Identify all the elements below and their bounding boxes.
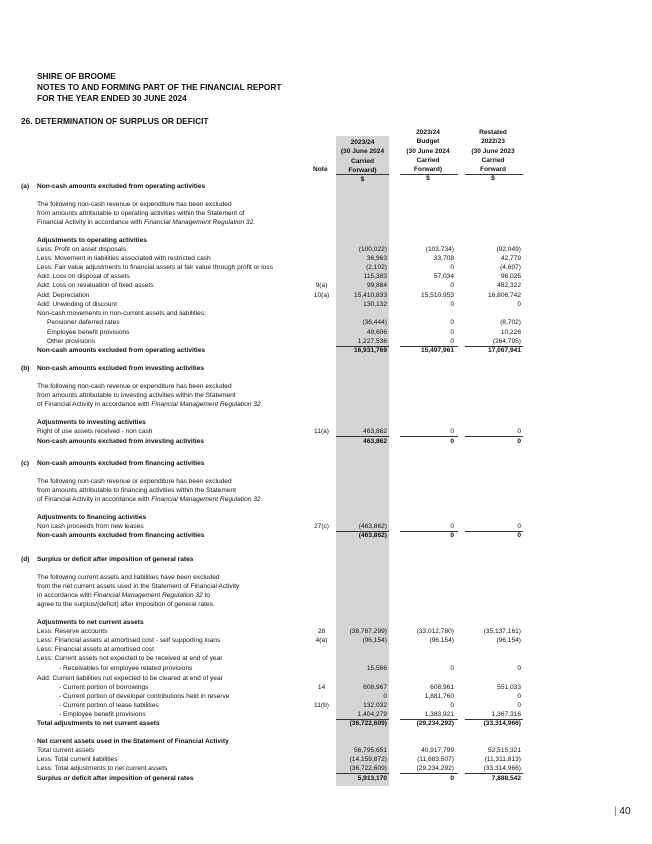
value-actual: (36,722,609) bbox=[349, 765, 387, 772]
row-label bbox=[37, 272, 130, 281]
value-budget: 0 bbox=[450, 282, 454, 289]
value-actual: 0 bbox=[383, 693, 387, 700]
value-restated: 10,226 bbox=[500, 329, 521, 336]
value-budget: 0 bbox=[450, 338, 454, 345]
report-period: FOR THE YEAR ENDED 30 JUNE 2024 bbox=[37, 93, 187, 103]
row-label-text: - Employee benefit provisions bbox=[59, 711, 146, 718]
row-label-text: Non-cash amounts excluded from operating activities bbox=[37, 347, 206, 354]
row-label-text: Surplus or deficit after imposition of general rates bbox=[37, 556, 194, 563]
row-label bbox=[37, 755, 118, 764]
page-number: | 40 bbox=[614, 806, 631, 817]
section-letter: (d) bbox=[21, 556, 30, 563]
col3-h0: Restated bbox=[479, 129, 507, 136]
section-letter: (c) bbox=[21, 460, 30, 467]
column-header-actual bbox=[336, 138, 389, 184]
row-label bbox=[37, 281, 154, 290]
table-row bbox=[0, 427, 652, 436]
row-label bbox=[37, 582, 239, 591]
row-label bbox=[37, 531, 204, 540]
report-title: NOTES TO AND FORMING PART OF THE FINANCIAL REPORT bbox=[37, 82, 282, 92]
value-actual: 99,884 bbox=[366, 282, 387, 289]
row-label bbox=[37, 209, 244, 218]
value-restated: 17,067,941 bbox=[487, 347, 521, 354]
value-restated: (96,154) bbox=[496, 637, 521, 644]
table-row bbox=[0, 674, 652, 683]
row-label bbox=[37, 737, 229, 746]
table-row bbox=[0, 531, 652, 540]
col2-h0: 2023/24 bbox=[416, 129, 440, 136]
row-label-text: from the net current assets used in the Statement of Financial Activity bbox=[37, 583, 240, 590]
row-label bbox=[37, 674, 223, 683]
row-label bbox=[37, 218, 255, 227]
value-actual: (96,154) bbox=[362, 637, 387, 644]
value-restated: (11,311,813) bbox=[484, 756, 521, 763]
value-restated: 1,367,316 bbox=[491, 711, 521, 718]
table-row bbox=[0, 437, 652, 446]
row-label bbox=[37, 654, 222, 663]
table-row bbox=[0, 774, 652, 783]
col3-h4: Forward bbox=[479, 166, 506, 174]
row-label bbox=[59, 701, 159, 710]
regulation-reference: Financial Management Regulation 32 bbox=[93, 592, 203, 599]
row-label bbox=[37, 486, 236, 495]
row-label bbox=[59, 692, 229, 701]
row-label-text: Financial Activity in accordance with bbox=[37, 219, 145, 226]
row-label-text: - Current portion of lease liabilities bbox=[59, 702, 159, 709]
value-actual: 132,032 bbox=[363, 702, 387, 709]
row-label bbox=[37, 309, 206, 318]
row-label-text: agree to the surplus/(deficit) after imposition of general rates. bbox=[37, 601, 215, 608]
value-restated: 52,515,321 bbox=[487, 747, 521, 754]
row-label bbox=[37, 591, 210, 600]
row-label bbox=[37, 477, 232, 486]
value-budget: 1,383,921 bbox=[424, 711, 454, 718]
row-label-text: Less: Current assets not expected to be received at end of year bbox=[37, 655, 223, 662]
table-row bbox=[0, 182, 652, 191]
value-actual: 130,132 bbox=[363, 301, 387, 308]
row-label-text: from amounts attributable to operating activities within the Statement of bbox=[37, 210, 245, 217]
note-ref: 4(a) bbox=[315, 637, 328, 644]
note-ref: 14 bbox=[317, 684, 326, 691]
col2-h3: Carried bbox=[416, 156, 440, 164]
row-label-text: Non cash proceeds from new leases bbox=[37, 523, 144, 530]
value-restated: 0 bbox=[517, 665, 521, 672]
row-label-text: Non-cash amounts excluded from operating activities bbox=[37, 183, 206, 190]
row-label bbox=[37, 200, 232, 209]
value-budget: 0 bbox=[450, 319, 454, 326]
row-label bbox=[37, 346, 205, 355]
row-label-text: Add: Loss on disposal of assets bbox=[37, 273, 130, 280]
row-label-text: Non-cash amounts excluded from financing activities bbox=[37, 532, 205, 539]
note-ref: 27(c) bbox=[313, 523, 330, 530]
value-actual: 5,913,170 bbox=[357, 775, 387, 782]
table-row bbox=[0, 573, 652, 582]
row-label bbox=[59, 710, 146, 719]
row-label bbox=[37, 291, 89, 300]
value-restated: 0 bbox=[517, 702, 521, 709]
section-letter: (b) bbox=[21, 365, 30, 372]
value-restated: (35,137,161) bbox=[483, 628, 521, 635]
row-label-text: Less: Total current liabilities bbox=[37, 756, 118, 763]
table-row bbox=[0, 391, 652, 400]
row-label-text: - Current portion of developer contributions held in reserve bbox=[59, 693, 230, 700]
row-label bbox=[37, 391, 236, 400]
row-label-text: Employee benefit provisions bbox=[47, 329, 130, 336]
value-budget: 0 bbox=[450, 301, 454, 308]
value-actual: (100,022) bbox=[358, 246, 387, 253]
row-label bbox=[59, 664, 192, 673]
col1-h1: (30 June 2024 bbox=[340, 148, 385, 156]
value-budget: 15,497,961 bbox=[420, 347, 454, 354]
value-restated: 551,033 bbox=[497, 684, 521, 691]
value-actual: 1,227,536 bbox=[357, 338, 387, 345]
table-row bbox=[0, 591, 652, 600]
value-budget: 33,708 bbox=[433, 255, 454, 262]
row-label bbox=[37, 300, 117, 309]
value-restated: 0 bbox=[517, 693, 521, 700]
row-label-text: Non-cash amounts excluded from financing activities bbox=[37, 460, 205, 467]
row-label-text: - Current portion of borrowings bbox=[59, 684, 149, 691]
row-label-text: Right of use assets received - non cash bbox=[37, 428, 153, 435]
row-label bbox=[37, 513, 146, 522]
value-restated: 0 bbox=[517, 523, 521, 530]
row-label bbox=[37, 382, 232, 391]
table-row bbox=[0, 200, 652, 209]
regulation-reference: Financial Management Regulation 32. bbox=[144, 219, 256, 226]
table-row bbox=[0, 291, 652, 300]
col3-h2: (30 June 2023 bbox=[471, 147, 515, 155]
value-actual: (463,862) bbox=[358, 523, 387, 530]
row-label-text: Less: Total adjustments to net current assets bbox=[37, 765, 168, 772]
value-budget: (96,154) bbox=[429, 637, 454, 644]
value-restated: 16,806,742 bbox=[487, 292, 521, 299]
table-row bbox=[0, 245, 652, 254]
table-row bbox=[0, 382, 652, 391]
row-label-text: Adjustments to investing activities bbox=[37, 419, 146, 426]
row-label-text: Adjustments to net current assets bbox=[37, 619, 144, 626]
row-label-text: Add: Loss on revaluation of fixed assets bbox=[37, 282, 154, 289]
value-actual: 463,862 bbox=[363, 438, 387, 445]
value-budget: 0 bbox=[450, 775, 454, 782]
row-label-text: of Financial Activity in accordance with bbox=[37, 496, 152, 503]
value-actual: 16,931,769 bbox=[353, 347, 387, 354]
row-label bbox=[37, 774, 193, 783]
table-row bbox=[0, 300, 652, 309]
value-restated: 0 bbox=[517, 428, 521, 435]
value-restated: 0 bbox=[517, 301, 521, 308]
col2-h1: Budget bbox=[416, 138, 440, 146]
table-row bbox=[0, 328, 652, 337]
row-label-text: Total adjustments to net current assets bbox=[37, 720, 160, 727]
table-row bbox=[0, 636, 652, 645]
value-restated: (8,702) bbox=[500, 319, 521, 326]
value-restated: 42,779 bbox=[500, 255, 521, 262]
col1-h0: 2023/24 bbox=[350, 139, 375, 146]
value-budget: 0 bbox=[450, 523, 454, 530]
row-label-text: Less: Profit on asset disposals bbox=[37, 246, 127, 253]
value-actual: 1,404,279 bbox=[357, 711, 387, 718]
row-label bbox=[37, 627, 107, 636]
value-actual: (2,102) bbox=[366, 264, 387, 271]
header-rule-3 bbox=[465, 174, 523, 175]
table-row bbox=[0, 346, 652, 355]
table-row bbox=[0, 254, 652, 263]
value-budget: 0 bbox=[450, 665, 454, 672]
note-ref: 9(a) bbox=[315, 282, 328, 289]
note-title: 26. DETERMINATION OF SURPLUS OR DEFICIT bbox=[21, 116, 209, 126]
table-row bbox=[0, 209, 652, 218]
row-label-text: Surplus or deficit after imposition of general rates bbox=[37, 775, 194, 782]
note-ref: 11(a) bbox=[314, 428, 329, 435]
row-label-text: Less: Reserve accounts bbox=[37, 628, 108, 635]
table-row bbox=[0, 364, 652, 373]
table-row bbox=[0, 309, 652, 318]
row-label-text: from amounts attributable to investing activities within the Statement bbox=[37, 392, 236, 399]
row-label-text: Less: Fair value adjustments to financial assets at fair value through profit or loss bbox=[37, 264, 274, 271]
value-budget: 0 bbox=[450, 438, 454, 445]
value-restated: 0 bbox=[517, 532, 521, 539]
shire-name: SHIRE OF BROOME bbox=[37, 71, 116, 81]
value-budget: (29,234,292) bbox=[416, 765, 454, 772]
row-label-text: Adjustments to financing activities bbox=[37, 514, 147, 521]
table-row bbox=[0, 495, 652, 504]
row-label bbox=[37, 746, 94, 755]
value-actual: 608,967 bbox=[363, 684, 387, 691]
table-row bbox=[0, 719, 652, 728]
value-actual: 15,410,833 bbox=[353, 292, 387, 299]
row-label-text: Net current assets used in the Statement of Financial Activity bbox=[37, 738, 229, 745]
row-label-text: Add: Unwinding of discount bbox=[37, 301, 117, 308]
row-label-text: Add: Depreciation bbox=[37, 292, 90, 299]
value-budget: 608,961 bbox=[430, 684, 454, 691]
value-restated: 96,025 bbox=[500, 273, 521, 280]
col2-h5: $ bbox=[426, 175, 430, 183]
value-budget: 40,917,799 bbox=[420, 747, 454, 754]
value-budget: 0 bbox=[450, 532, 454, 539]
table-row bbox=[0, 477, 652, 486]
row-label-text: The following non-cash revenue or expenditure has been excluded bbox=[37, 478, 232, 485]
note-ref: 10(a) bbox=[313, 292, 330, 299]
table-row bbox=[0, 272, 652, 281]
row-label-text: Adjustments to operating activities bbox=[37, 237, 147, 244]
row-label bbox=[37, 400, 262, 409]
table-row bbox=[0, 263, 652, 272]
table-row bbox=[0, 627, 652, 636]
column-header-budget bbox=[397, 128, 459, 184]
table-row bbox=[0, 645, 652, 654]
value-budget: 15,510,953 bbox=[420, 292, 454, 299]
col3-h3: Carried bbox=[481, 156, 505, 164]
table-row bbox=[0, 555, 652, 564]
value-actual: 36,963 bbox=[366, 255, 387, 262]
row-label bbox=[37, 254, 211, 263]
value-restated: (4,607) bbox=[500, 264, 521, 271]
value-restated: (33,314,966) bbox=[483, 765, 521, 772]
row-label-text: Other provisions bbox=[47, 338, 96, 345]
col2-h2: (30 June 2024 bbox=[406, 147, 450, 155]
regulation-reference: Financial Management Regulation 32. bbox=[151, 496, 263, 503]
row-label bbox=[21, 555, 193, 564]
row-label bbox=[47, 318, 120, 327]
row-label bbox=[37, 245, 126, 254]
value-restated: (92,049) bbox=[496, 246, 521, 253]
row-label bbox=[37, 764, 167, 773]
table-row bbox=[0, 737, 652, 746]
table-row bbox=[0, 400, 652, 409]
value-budget: (33,012,780) bbox=[416, 628, 454, 635]
row-label bbox=[37, 573, 220, 582]
table-row bbox=[0, 486, 652, 495]
table-row bbox=[0, 755, 652, 764]
row-label bbox=[47, 328, 129, 337]
value-actual: 115,383 bbox=[363, 273, 387, 280]
table-row bbox=[0, 459, 652, 468]
table-row bbox=[0, 683, 652, 692]
table-row bbox=[0, 600, 652, 609]
note-ref: 28 bbox=[317, 628, 326, 635]
row-label bbox=[37, 427, 152, 436]
row-label-text: from amounts attributable to financing activities within the Statement bbox=[37, 487, 237, 494]
value-budget: 0 bbox=[450, 702, 454, 709]
col1-h2: Carried bbox=[350, 157, 375, 165]
table-row bbox=[0, 418, 652, 427]
table-row bbox=[0, 318, 652, 327]
value-actual: 49,606 bbox=[366, 329, 387, 336]
value-restated: 482,322 bbox=[497, 282, 521, 289]
table-row bbox=[0, 664, 652, 673]
row-label bbox=[37, 263, 273, 272]
row-label bbox=[37, 600, 215, 609]
row-label bbox=[37, 618, 144, 627]
page-number-value: 40 bbox=[619, 806, 631, 817]
table-row bbox=[0, 513, 652, 522]
row-label bbox=[37, 495, 262, 504]
row-label-text: Add: Current liabilities not expected to be cleared at end of year bbox=[37, 675, 223, 682]
value-actual: (38,787,299) bbox=[349, 628, 387, 635]
table-row bbox=[0, 337, 652, 346]
table-row bbox=[0, 692, 652, 701]
value-budget: (29,234,292) bbox=[416, 720, 454, 727]
table-row bbox=[0, 654, 652, 663]
row-label bbox=[37, 437, 204, 446]
row-label bbox=[37, 719, 160, 728]
row-label-text: of Financial Activity in accordance with bbox=[37, 401, 152, 408]
value-budget: 0 bbox=[450, 329, 454, 336]
value-budget: 1,881,760 bbox=[424, 693, 454, 700]
row-label-text: Less: Financial assets at amortised cost bbox=[37, 646, 154, 653]
row-label bbox=[37, 522, 144, 531]
row-label-text: Non-cash amounts excluded from investing activities bbox=[37, 365, 205, 372]
header-rule-1 bbox=[336, 174, 389, 175]
col3-h5: $ bbox=[491, 175, 495, 183]
row-label-text: Less: Financial assets at amortised cost - self supporting loans bbox=[37, 637, 221, 644]
row-label-suffix: to bbox=[202, 592, 211, 599]
col1-h3: Forward) bbox=[348, 166, 377, 174]
value-actual: 56,795,651 bbox=[353, 747, 387, 754]
table-row bbox=[0, 618, 652, 627]
table-row bbox=[0, 701, 652, 710]
table-row bbox=[0, 236, 652, 245]
row-label-text: Pensioner deferred rates bbox=[47, 319, 120, 326]
value-budget: 0 bbox=[450, 428, 454, 435]
value-budget: (103,734) bbox=[425, 246, 454, 253]
row-label bbox=[21, 364, 204, 373]
row-label bbox=[59, 683, 148, 692]
row-label bbox=[37, 636, 220, 645]
regulation-reference: Financial Management Regulation 32. bbox=[151, 401, 263, 408]
table-row bbox=[0, 764, 652, 773]
row-label-text: Non-cash amounts excluded from investing activities bbox=[37, 438, 205, 445]
row-label-text: in accordance with bbox=[37, 592, 94, 599]
row-label bbox=[21, 182, 205, 191]
row-label-text: - Receivables for employee related provisions bbox=[59, 665, 193, 672]
value-actual: 15,566 bbox=[366, 665, 387, 672]
row-label bbox=[37, 236, 147, 245]
row-label-text: Total current assets bbox=[37, 747, 95, 754]
row-label-text: The following non-cash revenue or expenditure has been excluded bbox=[37, 201, 232, 208]
table-row bbox=[0, 710, 652, 719]
value-restated: (33,314,966) bbox=[483, 720, 521, 727]
value-restated: 7,888,542 bbox=[491, 775, 521, 782]
row-label bbox=[37, 418, 146, 427]
table-row bbox=[0, 522, 652, 531]
header-rule-2 bbox=[400, 174, 458, 175]
value-actual: (463,862) bbox=[358, 532, 387, 539]
table-row bbox=[0, 746, 652, 755]
row-label bbox=[47, 337, 95, 346]
row-label-text: The following current assets and liabilities have been excluded bbox=[37, 574, 220, 581]
row-label bbox=[37, 645, 154, 654]
value-budget: (11,683,507) bbox=[417, 756, 454, 763]
value-restated: (264,795) bbox=[492, 338, 521, 345]
table-row bbox=[0, 582, 652, 591]
value-actual: 463,862 bbox=[363, 428, 387, 435]
section-letter: (a) bbox=[21, 183, 30, 190]
row-label-text: The following non-cash revenue or expenditure has been excluded bbox=[37, 383, 232, 390]
value-actual: (14,159,872) bbox=[349, 756, 387, 763]
col3-h1: 2022/23 bbox=[481, 138, 505, 146]
row-label-text: Non-cash movements in non-current assets and liabilities: bbox=[37, 310, 206, 317]
table-row bbox=[0, 281, 652, 290]
value-actual: (36,722,609) bbox=[349, 720, 387, 727]
col2-h4: Forward) bbox=[413, 166, 443, 174]
value-actual: (36,444) bbox=[362, 319, 387, 326]
row-label-text: Less: Movement in liabilities associated with restricted cash bbox=[37, 255, 211, 262]
value-restated: 0 bbox=[517, 438, 521, 445]
note-ref: 11(b) bbox=[314, 702, 329, 709]
value-budget: 0 bbox=[450, 264, 454, 271]
note-column-header: Note bbox=[313, 166, 328, 173]
column-header-restated bbox=[462, 128, 524, 184]
table-row bbox=[0, 218, 652, 227]
row-label bbox=[21, 459, 204, 468]
value-budget: 57,034 bbox=[433, 273, 454, 280]
col1-h4: $ bbox=[360, 176, 365, 184]
